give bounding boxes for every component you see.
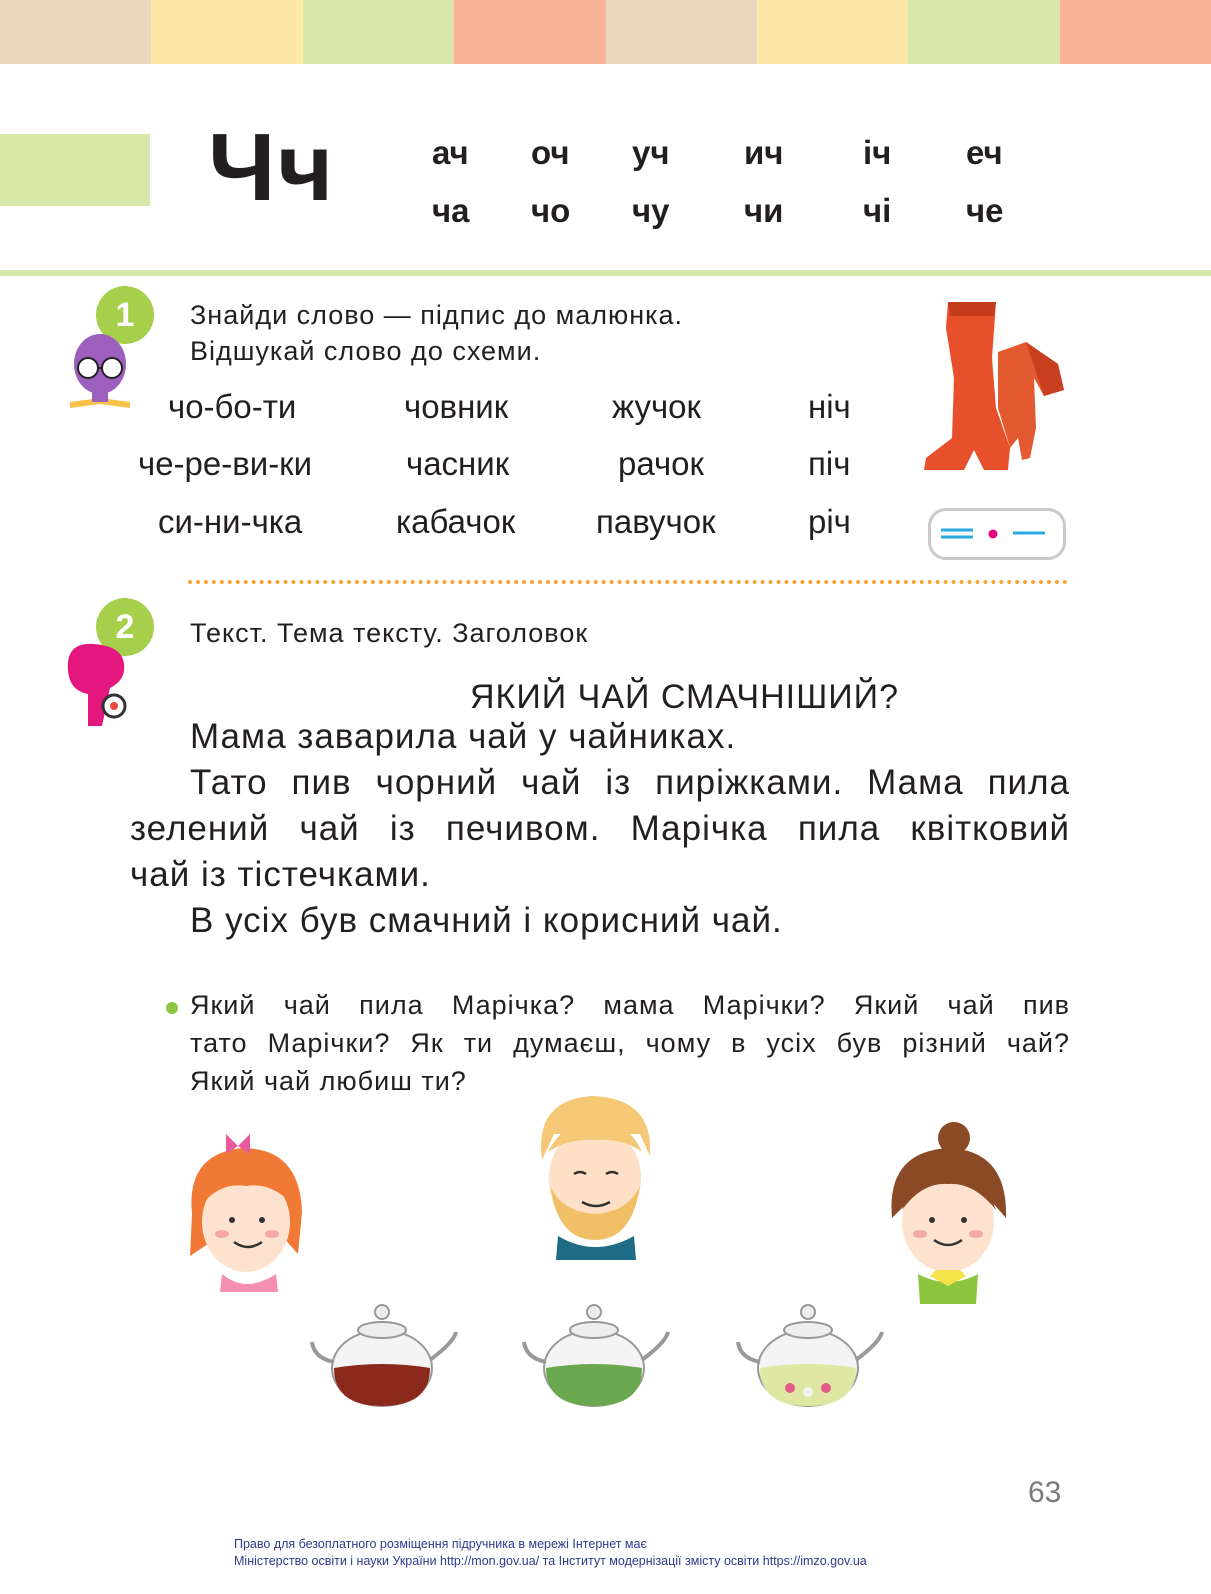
word-item: рачок [618,445,704,482]
page-number: 63 [1028,1476,1062,1509]
syllable: ич [744,134,784,171]
exercise-subtitle: Текст. Тема тексту. Заголовок [190,618,589,648]
story-line: Мама заварила чай у чайниках. [190,717,737,756]
green-tea-teapot [518,1302,672,1412]
mom-illustration [884,1118,1012,1304]
story-line: В усіх був смачний і корисний чай. [190,901,783,940]
question-line: тато Марічки? Як ти думаєш, чому в усіх був різний чай? [190,1028,1070,1058]
word-item: че-ре-ви-ки [138,445,313,482]
text-title: ЯКИЙ ЧАЙ СМАЧНІШИЙ? [469,678,900,716]
story-line: зелений чай із печивом. Марічка пила квітковий [130,809,1070,848]
stripe [303,0,454,64]
letter-heading: Чч [208,114,336,221]
syllable: еч [966,134,1003,171]
syllable: ач [432,134,469,171]
syllable: оч [531,134,570,171]
word-item: часник [406,445,510,482]
stripe [1060,0,1211,64]
exercise-instruction [190,298,683,369]
footer-line: Міністерство освіти і науки України http://mon.gov.ua/ та Інститут модернізації змісту освіти https://imzo.gov.ua [234,1554,867,1568]
syllable: чу [632,192,670,229]
stripe [606,0,757,64]
syllable: че [966,192,1004,229]
story-line: чай із тістечками. [130,855,431,894]
word-item: піч [808,445,851,482]
word-scheme-icon [928,508,1066,560]
syllable: чи [744,192,784,229]
syllable: іч [863,134,892,171]
black-tea-teapot [306,1302,460,1412]
footer-notice [234,1536,867,1570]
top-color-stripes [0,0,1211,64]
scheme-marks [931,511,1063,557]
section-divider [0,270,1211,276]
word-item: жучок [612,388,701,425]
word-item: човник [404,388,509,425]
stripe [757,0,908,64]
word-item: павучок [596,503,716,540]
word-item: ніч [808,388,851,425]
dad-illustration [528,1090,662,1260]
instruction-line: Відшукай слово до схеми. [190,335,542,366]
girl-marichka-illustration [182,1124,310,1292]
stripe [0,0,151,64]
word-item: си-ни-чка [158,503,303,540]
green-tab [0,134,150,206]
syllable: чо [531,192,571,229]
exercise-number-badge: 1 [96,286,154,344]
exercise-number-badge: 2 [96,598,154,656]
footer-line: Право для безоплатного розміщення підручника в мережі Інтернет має [234,1537,647,1551]
flower-tea-teapot [732,1302,886,1412]
story-line: Тато пив чорний чай із пиріжками. Мама пила [190,763,1070,802]
question-line: Який чай любиш ти? [190,1066,467,1096]
syllable: ча [432,192,470,229]
instruction-line: Знайди слово — підпис до малюнка. [190,300,684,330]
word-item: кабачок [396,503,516,540]
dotted-separator [188,580,1068,584]
questions-text [190,986,1070,1100]
stripe [454,0,605,64]
syllable: уч [632,134,670,171]
story-text [130,714,1070,944]
question-line: Який чай пила Марічка? мама Марічки? Який чай пив [190,990,1070,1020]
bullet-dot [166,1002,178,1014]
boots-illustration [918,298,1066,474]
word-item: чо-бо-ти [168,388,297,425]
stripe [908,0,1059,64]
stripe [151,0,302,64]
reading-character-icon [66,328,134,420]
syllable: чі [863,192,892,229]
word-item: річ [808,503,851,540]
